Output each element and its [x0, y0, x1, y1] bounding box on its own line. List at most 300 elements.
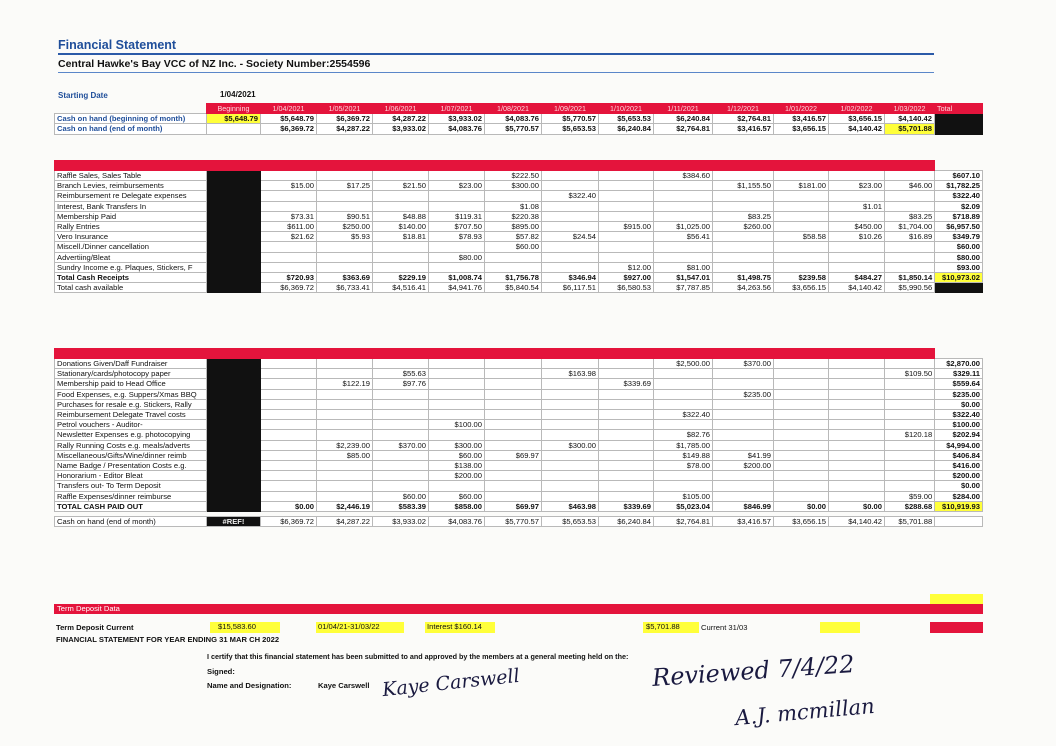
row-value [654, 481, 713, 491]
row-value: $1,025.00 [654, 222, 713, 232]
redacted-cell [207, 222, 261, 232]
row-value [829, 359, 885, 369]
row-label: Miscellaneous/Gifts/Wine/dinner reimb [55, 450, 207, 460]
row-label: Rally Entries [55, 222, 207, 232]
row-value [713, 440, 774, 450]
row-value [373, 389, 429, 399]
cash-value: $5,770.57 [542, 114, 599, 124]
section-header [55, 161, 935, 171]
row-value [599, 440, 654, 450]
redacted-cell [207, 273, 261, 283]
row-value [317, 491, 373, 501]
row-value [373, 191, 429, 201]
row-value: $484.27 [829, 273, 885, 283]
row-value: $100.00 [935, 420, 983, 430]
row-value [485, 262, 542, 272]
row-value [654, 191, 713, 201]
row-value [429, 359, 485, 369]
row-value [599, 191, 654, 201]
row-value [485, 399, 542, 409]
row-value [485, 440, 542, 450]
row-value: $46.00 [885, 181, 935, 191]
row-value [542, 461, 599, 471]
row-value [429, 201, 485, 211]
redacted-cell [207, 461, 261, 471]
row-value: $339.69 [599, 501, 654, 511]
cash-value: $3,416.57 [713, 124, 774, 134]
row-value [774, 461, 829, 471]
row-value [429, 242, 485, 252]
row-value: $7,787.85 [654, 283, 713, 293]
row-value: $48.88 [373, 211, 429, 221]
row-value [373, 171, 429, 181]
row-value: $370.00 [373, 440, 429, 450]
row-value: $60.00 [485, 242, 542, 252]
column-header: 1/06/2021 [373, 104, 429, 114]
cash-value: $5,701.88 [885, 124, 935, 134]
term-deposit-current-label: Current 31/03 [701, 623, 748, 632]
row-value [774, 420, 829, 430]
row-value [485, 410, 542, 420]
row-value [774, 359, 829, 369]
row-value: $607.10 [935, 171, 983, 181]
table-row [55, 262, 983, 272]
row-label: Donations Given/Daff Fundraiser [55, 359, 207, 369]
row-value: $59.00 [885, 491, 935, 501]
title-divider [58, 53, 934, 55]
row-value [599, 171, 654, 181]
row-value [317, 171, 373, 181]
row-value [373, 410, 429, 420]
table-row [55, 501, 983, 511]
row-value: $4,083.76 [429, 517, 485, 527]
row-value [542, 430, 599, 440]
row-value [373, 450, 429, 460]
row-value: $3,656.15 [774, 517, 829, 527]
header-spacer [55, 104, 207, 114]
row-value [261, 481, 317, 491]
row-value [885, 242, 935, 252]
cash-value: $2,764.81 [713, 114, 774, 124]
row-value [774, 191, 829, 201]
table-row [55, 399, 983, 409]
row-value: $81.00 [654, 262, 713, 272]
row-value [261, 201, 317, 211]
column-header: 1/10/2021 [599, 104, 654, 114]
row-value: $83.25 [885, 211, 935, 221]
row-value [829, 481, 885, 491]
column-header: 1/08/2021 [485, 104, 542, 114]
row-value [429, 379, 485, 389]
row-value: $222.50 [485, 171, 542, 181]
row-value [774, 171, 829, 181]
carswell-signature: Kaye Carswell [381, 664, 521, 702]
row-value [542, 359, 599, 369]
row-value: $2.09 [935, 201, 983, 211]
row-value: $202.94 [935, 430, 983, 440]
row-value [654, 471, 713, 481]
table-row [55, 517, 983, 527]
row-value [485, 379, 542, 389]
row-value: $300.00 [485, 181, 542, 191]
row-value [542, 471, 599, 481]
row-value [713, 262, 774, 272]
row-value [542, 379, 599, 389]
cash-value [207, 124, 261, 134]
row-value [654, 242, 713, 252]
row-value [373, 359, 429, 369]
table-row [55, 491, 983, 501]
redacted-cell [207, 252, 261, 262]
table-row [55, 481, 983, 491]
row-value: $4,516.41 [373, 283, 429, 293]
row-value [599, 471, 654, 481]
redacted-cell [207, 201, 261, 211]
row-value [317, 242, 373, 252]
row-value [542, 222, 599, 232]
cash-summary-table [54, 103, 983, 135]
row-value: $17.25 [317, 181, 373, 191]
row-value: $6,733.41 [317, 283, 373, 293]
name-designation-label: Name and Designation: [207, 681, 292, 690]
row-value [485, 191, 542, 201]
row-value: $322.40 [542, 191, 599, 201]
cash-value: $2,764.81 [654, 124, 713, 134]
row-value: $284.00 [935, 491, 983, 501]
row-value [599, 252, 654, 262]
row-value [429, 410, 485, 420]
row-value [542, 252, 599, 262]
row-value [599, 389, 654, 399]
row-value: $100.00 [429, 420, 485, 430]
row-value: $138.00 [429, 461, 485, 471]
row-value [317, 389, 373, 399]
grand-total-yellow-cell [930, 594, 983, 604]
row-value: $0.00 [261, 501, 317, 511]
row-value [373, 399, 429, 409]
redacted-cell [207, 242, 261, 252]
row-value [261, 242, 317, 252]
row-value: $80.00 [429, 252, 485, 262]
row-value [542, 211, 599, 221]
row-value [713, 242, 774, 252]
table-row [55, 181, 983, 191]
column-header: 1/04/2021 [261, 104, 317, 114]
row-value [373, 471, 429, 481]
row-value: $288.68 [885, 501, 935, 511]
row-label: Petrol vouchers - Auditor- [55, 420, 207, 430]
ref-error-cell: #REF! [207, 517, 261, 527]
row-label: Transfers out- To Term Deposit [55, 481, 207, 491]
redacted-cell [207, 481, 261, 491]
table-row [55, 283, 983, 293]
row-label: Reimbursement Delegate Travel costs [55, 410, 207, 420]
row-value: $5,701.88 [885, 517, 935, 527]
row-value: $200.00 [935, 471, 983, 481]
cash-value [935, 124, 983, 134]
redacted-cell [207, 369, 261, 379]
row-value [261, 191, 317, 201]
row-value: $239.58 [774, 273, 829, 283]
row-value: $858.00 [429, 501, 485, 511]
row-value: $463.98 [542, 501, 599, 511]
row-label: Rally Running Costs e.g. meals/adverts [55, 440, 207, 450]
table-row [55, 171, 983, 181]
column-header-row [55, 104, 983, 114]
row-value [261, 379, 317, 389]
row-value: $2,500.00 [654, 359, 713, 369]
table-row [55, 471, 983, 481]
cash-value: $4,287.22 [373, 114, 429, 124]
row-label: Newsletter Expenses e.g. photocopying [55, 430, 207, 440]
redacted-cell [207, 430, 261, 440]
row-value [261, 430, 317, 440]
row-value [774, 222, 829, 232]
row-value: $2,239.00 [317, 440, 373, 450]
row-value [599, 359, 654, 369]
column-header: 1/01/2022 [774, 104, 829, 114]
row-value: $3,656.15 [774, 283, 829, 293]
row-value: $119.31 [429, 211, 485, 221]
row-value [774, 262, 829, 272]
cash-value: $3,416.57 [774, 114, 829, 124]
row-value [885, 481, 935, 491]
row-value: $1,008.74 [429, 273, 485, 283]
row-value [774, 471, 829, 481]
row-value: $4,263.56 [713, 283, 774, 293]
row-value: $300.00 [429, 440, 485, 450]
row-value [429, 191, 485, 201]
row-value [774, 491, 829, 501]
row-value [829, 242, 885, 252]
row-value [373, 252, 429, 262]
cash-value: $3,933.02 [373, 124, 429, 134]
row-value: $4,941.76 [429, 283, 485, 293]
row-value [885, 399, 935, 409]
row-value [829, 440, 885, 450]
row-value [261, 450, 317, 460]
table-row [55, 450, 983, 460]
term-deposit-amount: $15,583.60 [210, 622, 280, 633]
row-value [429, 399, 485, 409]
row-value: $322.40 [935, 191, 983, 201]
row-label: Stationary/cards/photocopy paper [55, 369, 207, 379]
row-value: $2,764.81 [654, 517, 713, 527]
row-value: $78.00 [654, 461, 713, 471]
row-value: $384.60 [654, 171, 713, 181]
cash-value: $5,653.53 [542, 124, 599, 134]
row-value: $0.00 [935, 481, 983, 491]
cash-row [55, 114, 983, 124]
signed-label: Signed: [207, 667, 235, 676]
redacted-cell [207, 399, 261, 409]
table-row [55, 389, 983, 399]
row-value: $329.11 [935, 369, 983, 379]
row-value [654, 379, 713, 389]
row-label: Cash on hand (end of month) [55, 517, 207, 527]
row-label: Miscell./Dinner cancellation [55, 242, 207, 252]
row-value: $346.94 [542, 273, 599, 283]
row-value [774, 410, 829, 420]
row-label: Branch Levies, reimbursements [55, 181, 207, 191]
row-value [829, 252, 885, 262]
redacted-cell [207, 450, 261, 460]
cash-value: $5,648.79 [261, 114, 317, 124]
row-value: $60.00 [373, 491, 429, 501]
cash-value: $5,653.53 [599, 114, 654, 124]
row-value: $56.41 [654, 232, 713, 242]
term-deposit-yellow-cell [820, 622, 860, 633]
row-value [542, 242, 599, 252]
row-value [373, 430, 429, 440]
society-subtitle: Central Hawke's Bay VCC of NZ Inc. - Society Number:2554596 [58, 58, 371, 70]
row-value [485, 491, 542, 501]
row-label: Vero Insurance [55, 232, 207, 242]
row-value [261, 410, 317, 420]
row-value: $559.64 [935, 379, 983, 389]
row-value: $12.00 [599, 262, 654, 272]
row-value [542, 450, 599, 460]
table-row [55, 420, 983, 430]
table-row [55, 211, 983, 221]
row-value: $21.62 [261, 232, 317, 242]
row-value [429, 430, 485, 440]
row-label: Food Expenses, e.g. Suppers/Xmas BBQ [55, 389, 207, 399]
row-value [542, 420, 599, 430]
cash-value: $5,648.79 [207, 114, 261, 124]
row-value [261, 369, 317, 379]
row-value: $109.50 [885, 369, 935, 379]
row-value: $1,155.50 [713, 181, 774, 191]
row-value: $5,990.56 [885, 283, 935, 293]
row-value [485, 389, 542, 399]
term-deposit-red-cell [930, 622, 983, 633]
redacted-cell [207, 389, 261, 399]
row-value [935, 283, 983, 293]
row-value [774, 389, 829, 399]
row-value [829, 461, 885, 471]
redacted-cell [207, 191, 261, 201]
row-value [317, 369, 373, 379]
row-value [317, 471, 373, 481]
row-value [373, 481, 429, 491]
row-label: Sundry Income e.g. Plaques, Stickers, F [55, 262, 207, 272]
redacted-cell [207, 171, 261, 181]
row-value [654, 252, 713, 262]
row-value: $322.40 [654, 410, 713, 420]
row-value: $5,840.54 [485, 283, 542, 293]
term-deposit-header: Term Deposit Data [54, 604, 983, 614]
row-value [829, 399, 885, 409]
row-value [829, 171, 885, 181]
row-value: $15.00 [261, 181, 317, 191]
row-value [261, 471, 317, 481]
starting-date-value: 1/04/2021 [220, 90, 256, 99]
row-value: $60.00 [935, 242, 983, 252]
redacted-cell [207, 379, 261, 389]
row-value: $163.98 [542, 369, 599, 379]
row-value [261, 252, 317, 262]
row-value [885, 262, 935, 272]
row-value: $21.50 [373, 181, 429, 191]
row-value [542, 262, 599, 272]
row-label: Raffle Expenses/dinner reimburse [55, 491, 207, 501]
row-value [654, 369, 713, 379]
table-row [55, 379, 983, 389]
row-value [261, 399, 317, 409]
row-value [542, 410, 599, 420]
row-value [713, 430, 774, 440]
row-value [829, 450, 885, 460]
row-value: $4,140.42 [829, 517, 885, 527]
row-value: $915.00 [599, 222, 654, 232]
row-value: $23.00 [829, 181, 885, 191]
row-value [713, 232, 774, 242]
row-value: $105.00 [654, 491, 713, 501]
row-value [713, 399, 774, 409]
row-label: Raffle Sales, Sales Table [55, 171, 207, 181]
table-row [55, 410, 983, 420]
row-value [261, 262, 317, 272]
redacted-cell [207, 359, 261, 369]
row-value: $120.18 [885, 430, 935, 440]
cash-value: $4,083.76 [485, 114, 542, 124]
redacted-cell [207, 211, 261, 221]
row-value: $149.88 [654, 450, 713, 460]
row-value [599, 211, 654, 221]
table-row [55, 273, 983, 283]
row-value [829, 420, 885, 430]
row-value [485, 420, 542, 430]
row-value [317, 191, 373, 201]
cash-value: $4,287.22 [317, 124, 373, 134]
row-value [654, 399, 713, 409]
row-value: $1.01 [829, 201, 885, 211]
column-header: 1/03/2022 [885, 104, 935, 114]
row-value [599, 420, 654, 430]
row-value [713, 410, 774, 420]
row-value [373, 420, 429, 430]
table-row [55, 201, 983, 211]
row-value [599, 201, 654, 211]
row-value [829, 369, 885, 379]
row-value [599, 399, 654, 409]
table-row [55, 252, 983, 262]
row-value [654, 201, 713, 211]
row-value [261, 420, 317, 430]
row-value [599, 450, 654, 460]
row-value [885, 389, 935, 399]
row-value [317, 201, 373, 211]
row-value [935, 517, 983, 527]
redacted-cell [207, 232, 261, 242]
row-value [599, 430, 654, 440]
row-value [542, 491, 599, 501]
row-value: $10,973.02 [935, 273, 983, 283]
certify-text: I certify that this financial statement has been submitted to and approved by the members at a general meeting held on the: [207, 652, 629, 661]
row-value [261, 389, 317, 399]
row-value [885, 461, 935, 471]
row-value [829, 211, 885, 221]
row-value [885, 379, 935, 389]
row-value [317, 359, 373, 369]
row-value: $2,446.19 [317, 501, 373, 511]
row-value: $93.00 [935, 262, 983, 272]
row-value [429, 389, 485, 399]
table-row [55, 369, 983, 379]
row-value [317, 262, 373, 272]
row-value: $6,117.51 [542, 283, 599, 293]
